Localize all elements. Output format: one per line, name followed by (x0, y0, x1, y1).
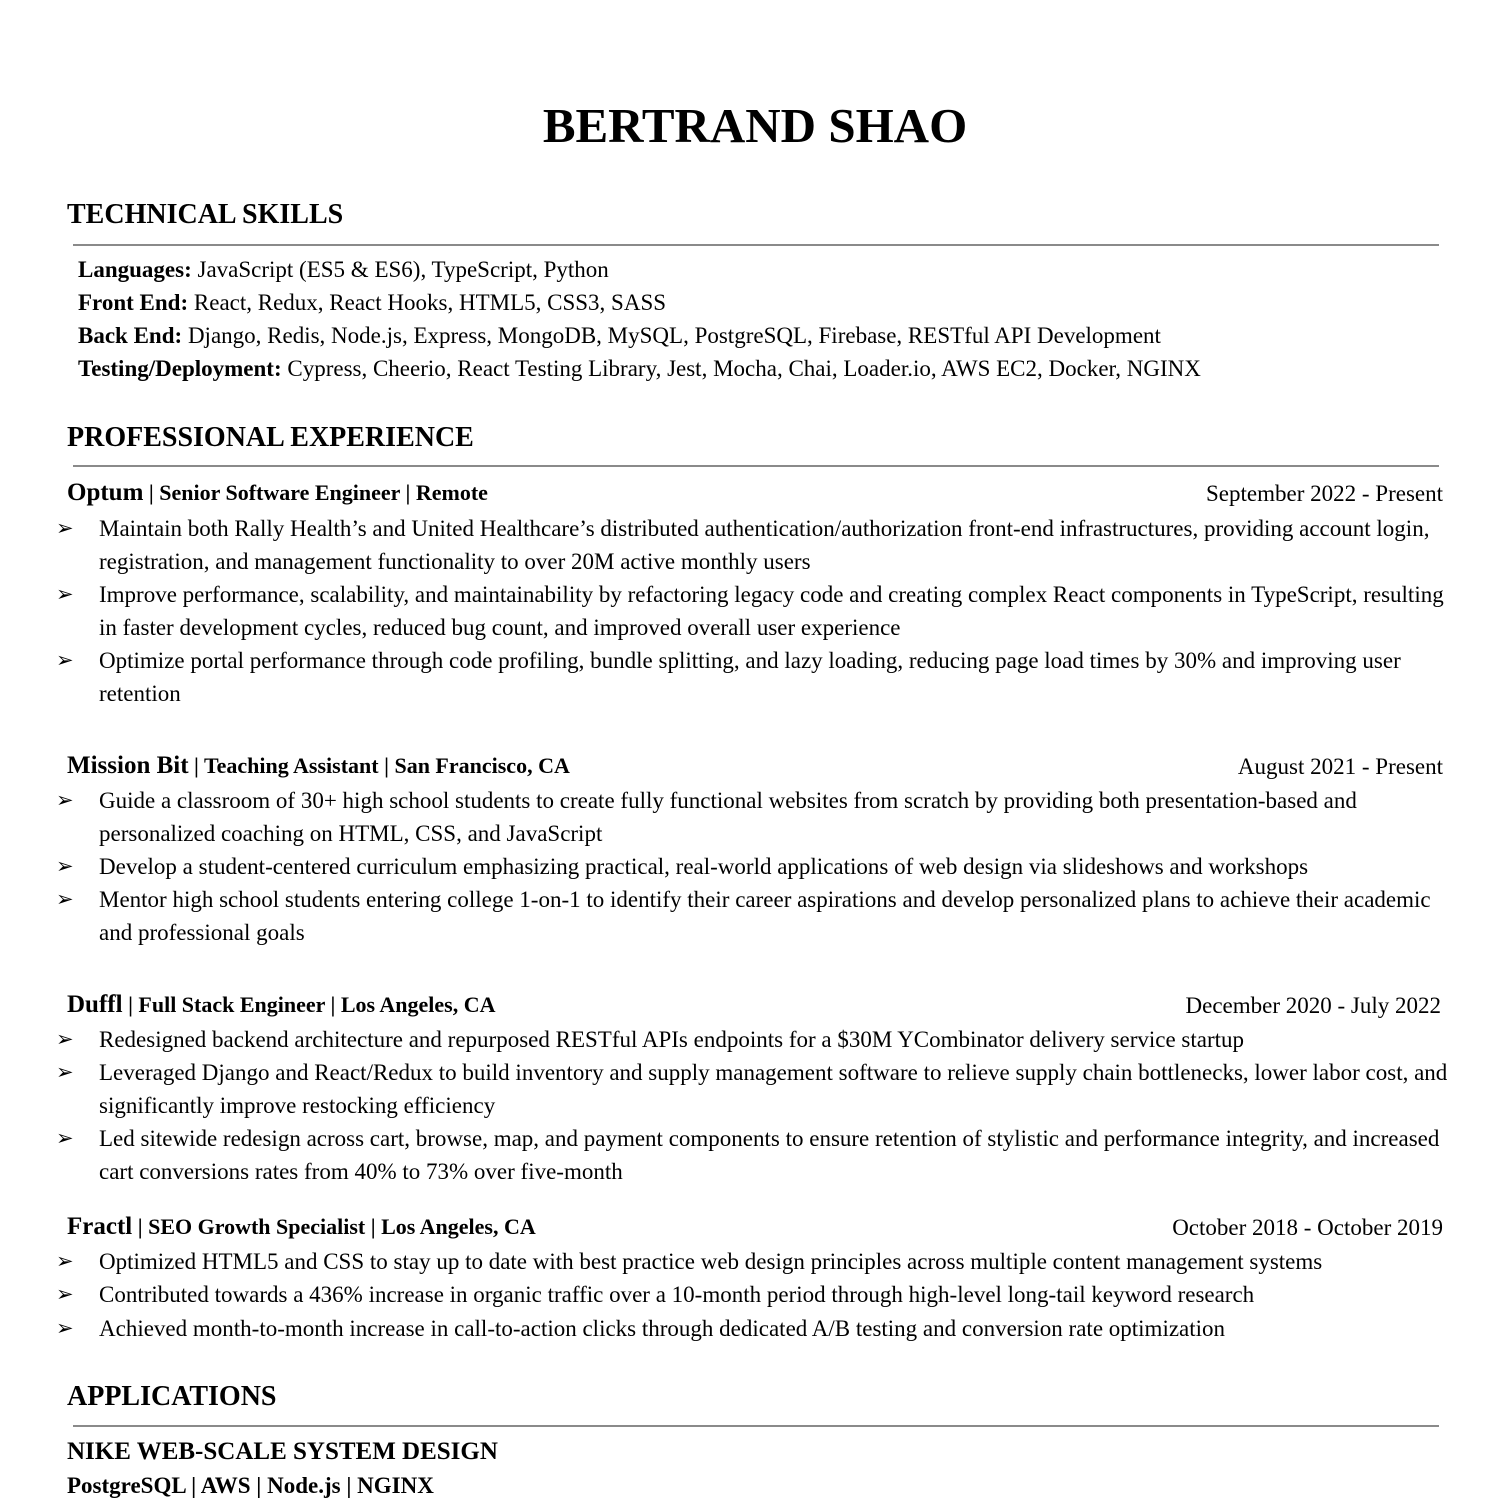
arrow-bullet-icon: ➢ (56, 582, 74, 606)
arrow-bullet-icon: ➢ (56, 1282, 74, 1306)
job-bullets-duffl (56, 1023, 1448, 1188)
bullet-text: Improve performance, scalability, and maintainability by refactoring legacy code and creating complex React components in TypeScript, resulting in faster development cycles, reduced bug count, and improved overall user experience (99, 582, 1444, 640)
arrow-bullet-icon: ➢ (56, 516, 74, 540)
job-details: | Full Stack Engineer | Los Angeles, CA (122, 992, 496, 1017)
candidate-name: BERTRAND SHAO (542, 98, 968, 153)
bullet-text: Optimized HTML5 and CSS to stay up to date with best practice web design principles across multiple content management systems (99, 1249, 1323, 1274)
skills-divider (73, 244, 1439, 246)
bullet-text: Optimize portal performance through code profiling, bundle splitting, and lazy loading, reducing page load times by 30% and improving user retention (99, 648, 1401, 706)
list-item (56, 1245, 1448, 1278)
arrow-bullet-icon: ➢ (56, 1027, 74, 1051)
job-dates: August 2021 - Present (1237, 754, 1443, 779)
list-item (56, 784, 1448, 850)
job-details: | Teaching Assistant | San Francisco, CA (188, 753, 570, 778)
skill-value: Cypress, Cheerio, React Testing Library, Jest, Mocha, Chai, Loader.io, AWS EC2, Docker, NGINX (281, 356, 1201, 381)
list-item (56, 1278, 1448, 1311)
skill-line-languages (78, 255, 609, 285)
bullet-text: Redesigned backend architecture and repurposed RESTful APIs endpoints for a $30M YCombinator delivery service startup (99, 1027, 1245, 1052)
job-company: Mission Bit (67, 752, 189, 779)
bullet-text: Contributed towards a 436% increase in organic traffic over a 10-month period through high-level long-tail keyword research (99, 1282, 1255, 1307)
bullet-text: Mentor high school students entering college 1-on-1 to identify their career aspirations and develop personalized plans to achieve their academic and professional goals (99, 887, 1431, 945)
job-header-mission-bit (67, 751, 570, 781)
experience-divider (73, 465, 1439, 467)
job-details: | SEO Growth Specialist | Los Angeles, CA (132, 1214, 536, 1239)
arrow-bullet-icon: ➢ (56, 1060, 74, 1084)
skill-line-front-end (78, 288, 666, 318)
bullet-text: Guide a classroom of 30+ high school students to create fully functional websites from scratch by providing both presentation-based and personalized coaching on HTML, CSS, and JavaScript (99, 788, 1357, 846)
job-dates: October 2018 - October 2019 (1172, 1215, 1443, 1240)
job-dates: December 2020 - July 2022 (1185, 993, 1441, 1018)
list-item (56, 1056, 1448, 1122)
skill-line-testing-deployment (78, 354, 1201, 384)
job-dates: September 2022 - Present (1206, 481, 1443, 506)
list-item (56, 1312, 1448, 1345)
job-company: Duffl (67, 991, 123, 1018)
bullet-text: Develop a student-centered curriculum emphasizing practical, real-world applications of web design via slideshows and workshops (99, 854, 1309, 879)
list-item (56, 883, 1448, 949)
arrow-bullet-icon: ➢ (56, 1249, 74, 1273)
applications-divider (73, 1425, 1439, 1427)
job-company: Fractl (67, 1213, 133, 1240)
list-item (56, 578, 1448, 644)
job-details: | Senior Software Engineer | Remote (143, 480, 488, 505)
arrow-bullet-icon: ➢ (56, 648, 74, 672)
arrow-bullet-icon: ➢ (56, 887, 74, 911)
bullet-text: Led sitewide redesign across cart, browse, map, and payment components to ensure retention of stylistic and performance integrity, and increased cart conversions rates from 40% to 73% over five-month (99, 1126, 1440, 1184)
job-header-fractl (67, 1212, 536, 1242)
skill-label: Languages: (78, 257, 192, 282)
arrow-bullet-icon: ➢ (56, 854, 74, 878)
list-item (56, 1023, 1448, 1056)
skill-label: Front End: (78, 290, 189, 315)
skill-value: JavaScript (ES5 & ES6), TypeScript, Python (191, 257, 609, 282)
application-stack: PostgreSQL | AWS | Node.js | NGINX (67, 1473, 434, 1498)
list-item (56, 1122, 1448, 1188)
arrow-bullet-icon: ➢ (56, 1126, 74, 1150)
job-header-duffl (67, 990, 496, 1020)
bullet-text: Maintain both Rally Health’s and United Healthcare’s distributed authentication/authorization front-end infrastructures, providing account login, registration, and management functionality to over 20M active monthly users (99, 516, 1430, 574)
skill-value: React, Redux, React Hooks, HTML5, CSS3, SASS (188, 290, 667, 315)
list-item (56, 850, 1448, 883)
bullet-text: Leveraged Django and React/Redux to build inventory and supply management software to relieve supply chain bottlenecks, lower labor cost, and significantly improve restocking efficiency (99, 1060, 1448, 1118)
applications-section-title: APPLICATIONS (67, 1381, 277, 1412)
skill-line-back-end (78, 321, 1161, 351)
bullet-text: Achieved month-to-month increase in call-to-action clicks through dedicated A/B testing and conversion rate optimization (99, 1316, 1226, 1341)
experience-section-title: PROFESSIONAL EXPERIENCE (67, 422, 474, 453)
skills-section-title: TECHNICAL SKILLS (67, 199, 344, 230)
skill-label: Back End: (78, 323, 183, 348)
job-header-optum (67, 478, 488, 508)
arrow-bullet-icon: ➢ (56, 1316, 74, 1340)
job-bullets-fractl (56, 1245, 1448, 1345)
job-bullets-mission-bit (56, 784, 1448, 949)
list-item (56, 644, 1448, 710)
application-title: NIKE WEB-SCALE SYSTEM DESIGN (67, 1438, 498, 1465)
job-company: Optum (67, 479, 144, 506)
list-item (56, 512, 1448, 578)
job-bullets-optum (56, 512, 1448, 710)
skill-value: Django, Redis, Node.js, Express, MongoDB, MySQL, PostgreSQL, Firebase, RESTful API Development (182, 323, 1161, 348)
skill-label: Testing/Deployment: (78, 356, 282, 381)
arrow-bullet-icon: ➢ (56, 788, 74, 812)
